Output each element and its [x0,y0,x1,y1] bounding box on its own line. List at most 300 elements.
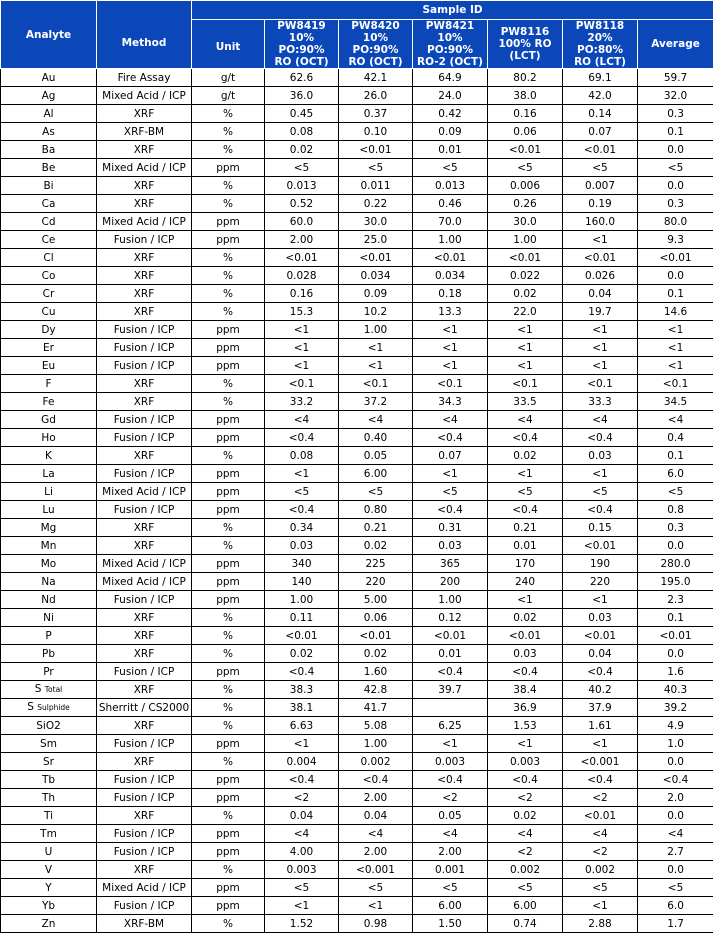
analyte-qualifier: Sulphide [37,703,70,712]
value-cell: 33.2 [265,393,339,411]
value-cell: 0.02 [339,645,413,663]
method-cell: Fusion / ICP [97,843,192,861]
average-cell: 6.0 [638,465,713,483]
analyte-symbol: Er [43,342,54,354]
value-cell: <0.01 [339,249,413,267]
value-cell: 220 [339,573,413,591]
analyte-cell [1,393,97,411]
analyte-cell [1,681,97,699]
value-cell: <0.4 [265,429,339,447]
analyte-cell [1,861,97,879]
value-cell: 0.42 [413,105,488,123]
analyte-cell [1,519,97,537]
average-cell: <1 [638,321,713,339]
unit-cell: ppm [192,663,265,681]
value-cell: 5.00 [339,591,413,609]
table-row [1,339,713,357]
table-row [1,555,713,573]
analyte-cell [1,825,97,843]
unit-cell: % [192,681,265,699]
average-cell: 0.1 [638,285,713,303]
average-cell: 2.7 [638,843,713,861]
value-cell: 0.013 [413,177,488,195]
analyte-cell [1,609,97,627]
method-cell: XRF [97,753,192,771]
value-cell: 2.00 [339,843,413,861]
sample-blend: 100% RO [488,38,562,50]
unit-cell: % [192,105,265,123]
value-cell: 0.07 [413,447,488,465]
value-cell: 0.08 [265,447,339,465]
value-cell: 0.002 [339,753,413,771]
sample-blend: 20% PO:80% [563,32,637,56]
value-cell: 0.03 [563,609,638,627]
value-cell: <0.4 [563,663,638,681]
header-analyte: Analyte [1,1,97,69]
unit-cell: % [192,141,265,159]
value-cell: <0.01 [563,141,638,159]
unit-cell: % [192,915,265,933]
table-row [1,771,713,789]
value-cell: <0.4 [265,663,339,681]
analyte-symbol: Lu [42,504,54,516]
value-cell: <1 [488,339,563,357]
value-cell: 0.004 [265,753,339,771]
value-cell: 0.31 [413,519,488,537]
table-row [1,609,713,627]
value-cell: <1 [339,897,413,915]
value-cell: 2.00 [265,231,339,249]
analyte-symbol: Pb [42,648,55,660]
value-cell: 0.03 [488,645,563,663]
table-row [1,285,713,303]
average-cell: 0.0 [638,537,713,555]
value-cell: <1 [265,321,339,339]
unit-cell: % [192,393,265,411]
sample-blend: 10% PO:90% [265,32,338,56]
method-cell: XRF [97,537,192,555]
value-cell: <1 [339,339,413,357]
analyte-cell [1,879,97,897]
analyte-symbol: Tb [42,774,55,786]
analyte-symbol: Mn [41,540,57,552]
unit-cell: % [192,609,265,627]
method-cell: XRF [97,681,192,699]
method-cell: Fusion / ICP [97,429,192,447]
analyte-symbol: V [45,864,52,876]
value-cell: 0.26 [488,195,563,213]
value-cell: 0.06 [339,609,413,627]
value-cell: <1 [265,357,339,375]
value-cell: <4 [488,825,563,843]
value-cell: 0.026 [563,267,638,285]
value-cell: 170 [488,555,563,573]
table-row [1,213,713,231]
method-cell: Fusion / ICP [97,357,192,375]
method-cell: Mixed Acid / ICP [97,483,192,501]
header-sample-2 [413,20,488,69]
value-cell: <1 [563,231,638,249]
analyte-cell [1,573,97,591]
value-cell: <0.1 [413,375,488,393]
average-cell: 6.0 [638,897,713,915]
value-cell: <4 [265,825,339,843]
value-cell: <0.1 [339,375,413,393]
method-cell: Fusion / ICP [97,321,192,339]
table-row [1,303,713,321]
value-cell: 39.7 [413,681,488,699]
method-cell: XRF-BM [97,123,192,141]
analyte-cell [1,465,97,483]
table-row [1,105,713,123]
analyte-qualifier: Total [45,685,63,694]
value-cell: 0.04 [563,285,638,303]
average-cell: 2.3 [638,591,713,609]
average-cell: 0.8 [638,501,713,519]
analyte-symbol: Li [44,486,53,498]
analyte-cell [1,789,97,807]
value-cell: <5 [339,483,413,501]
table-header [1,1,713,69]
method-cell: XRF [97,195,192,213]
value-cell: 0.05 [413,807,488,825]
unit-cell: ppm [192,735,265,753]
value-cell: 30.0 [339,213,413,231]
analyte-symbol: Th [42,792,55,804]
analyte-symbol: Au [42,72,56,84]
value-cell: 140 [265,573,339,591]
method-cell: XRF [97,375,192,393]
value-cell: 0.09 [413,123,488,141]
value-cell: <0.01 [339,627,413,645]
value-cell: 200 [413,573,488,591]
method-cell: XRF [97,645,192,663]
analyte-symbol: Ti [44,810,53,822]
table-row [1,141,713,159]
method-cell: Fusion / ICP [97,231,192,249]
value-cell: 0.98 [339,915,413,933]
header-unit: Unit [192,20,265,69]
value-cell: 1.52 [265,915,339,933]
analyte-symbol: Cr [43,288,55,300]
value-cell: 13.3 [413,303,488,321]
method-cell: XRF [97,717,192,735]
value-cell: 40.2 [563,681,638,699]
unit-cell: % [192,303,265,321]
value-cell: 0.028 [265,267,339,285]
value-cell: 80.2 [488,69,563,87]
value-cell: 1.50 [413,915,488,933]
value-cell: <5 [413,879,488,897]
value-cell: 0.002 [488,861,563,879]
method-cell: XRF [97,519,192,537]
analyte-symbol: Ba [42,144,56,156]
analyte-cell [1,321,97,339]
table-row [1,447,713,465]
analyte-cell [1,375,97,393]
value-cell: <1 [339,357,413,375]
value-cell: 0.002 [563,861,638,879]
value-cell [413,699,488,717]
analyte-symbol: Yb [42,900,55,912]
sample-id: PW8118 [563,20,637,32]
value-cell: 33.3 [563,393,638,411]
analyte-cell [1,843,97,861]
method-cell: XRF [97,807,192,825]
average-cell: 0.4 [638,429,713,447]
value-cell: 36.9 [488,699,563,717]
analyte-cell [1,735,97,753]
table-row [1,879,713,897]
method-cell: Fire Assay [97,69,192,87]
value-cell: 0.03 [413,537,488,555]
analyte-symbol: Sm [40,738,57,750]
value-cell: 6.00 [413,897,488,915]
value-cell: 1.00 [413,591,488,609]
method-cell: Mixed Acid / ICP [97,213,192,231]
method-cell: XRF [97,609,192,627]
value-cell: <0.01 [265,249,339,267]
value-cell: <1 [413,321,488,339]
analyte-symbol: Sr [43,756,54,768]
table-row [1,231,713,249]
value-cell: 42.0 [563,87,638,105]
value-cell: 0.19 [563,195,638,213]
average-cell: 0.0 [638,267,713,285]
sample-type: RO (OCT) [339,56,412,68]
method-cell: XRF [97,303,192,321]
value-cell: <4 [563,411,638,429]
table-row [1,321,713,339]
value-cell: 38.0 [488,87,563,105]
analyte-symbol: Bi [43,180,53,192]
value-cell: 0.011 [339,177,413,195]
analyte-symbol: Mg [41,522,57,534]
unit-cell: g/t [192,69,265,87]
table-row [1,897,713,915]
average-cell: <0.4 [638,771,713,789]
value-cell: 34.3 [413,393,488,411]
value-cell: 160.0 [563,213,638,231]
value-cell: 0.034 [413,267,488,285]
value-cell: <0.01 [563,627,638,645]
table-row [1,393,713,411]
value-cell: <5 [265,483,339,501]
value-cell: <1 [265,897,339,915]
unit-cell: % [192,123,265,141]
value-cell: 1.53 [488,717,563,735]
analyte-cell [1,447,97,465]
value-cell: 0.03 [563,447,638,465]
average-cell: 9.3 [638,231,713,249]
value-cell: <1 [563,357,638,375]
analyte-cell [1,699,97,717]
sample-id: PW8420 [339,20,412,32]
value-cell: 6.25 [413,717,488,735]
value-cell: 2.88 [563,915,638,933]
value-cell: 0.02 [265,141,339,159]
analyte-symbol: S [35,683,42,695]
analyte-symbol: Pr [43,666,53,678]
value-cell: 37.2 [339,393,413,411]
unit-cell: ppm [192,897,265,915]
value-cell: <2 [563,789,638,807]
average-cell: 39.2 [638,699,713,717]
method-cell: Fusion / ICP [97,735,192,753]
method-cell: XRF [97,105,192,123]
value-cell: 0.003 [488,753,563,771]
value-cell: <4 [413,825,488,843]
unit-cell: ppm [192,483,265,501]
value-cell: <4 [339,411,413,429]
header-sample-id: Sample ID [192,1,713,20]
value-cell: <0.01 [265,627,339,645]
value-cell: <1 [563,321,638,339]
average-cell: <4 [638,411,713,429]
value-cell: <0.4 [563,771,638,789]
analyte-cell [1,285,97,303]
value-cell: 0.02 [488,447,563,465]
value-cell: 0.16 [488,105,563,123]
value-cell: 0.52 [265,195,339,213]
method-cell: XRF [97,249,192,267]
value-cell: 6.63 [265,717,339,735]
value-cell: 190 [563,555,638,573]
average-cell: <4 [638,825,713,843]
value-cell: 365 [413,555,488,573]
unit-cell: % [192,177,265,195]
value-cell: 225 [339,555,413,573]
method-cell: Mixed Acid / ICP [97,87,192,105]
average-cell: 0.1 [638,609,713,627]
value-cell: <0.4 [488,771,563,789]
sample-id: PW8421 [413,20,487,32]
table-row [1,915,713,933]
value-cell: <0.01 [413,249,488,267]
analyte-symbol: As [42,126,55,138]
method-cell: Fusion / ICP [97,339,192,357]
analyte-symbol: Dy [41,324,55,336]
table-row [1,177,713,195]
unit-cell: ppm [192,213,265,231]
method-cell: Fusion / ICP [97,465,192,483]
analyte-symbol: Al [43,108,53,120]
value-cell: 0.013 [265,177,339,195]
analyte-cell [1,429,97,447]
analyte-symbol: Ho [41,432,55,444]
unit-cell: ppm [192,501,265,519]
analyte-symbol: S [27,701,34,713]
value-cell: 0.01 [488,537,563,555]
value-cell: 41.7 [339,699,413,717]
table-row [1,843,713,861]
unit-cell: ppm [192,789,265,807]
average-cell: <0.01 [638,627,713,645]
table-row [1,537,713,555]
analyte-symbol: K [45,450,52,462]
average-cell: 195.0 [638,573,713,591]
analyte-cell [1,159,97,177]
value-cell: 1.00 [339,735,413,753]
value-cell: 0.45 [265,105,339,123]
analyte-cell [1,249,97,267]
average-cell: <5 [638,159,713,177]
unit-cell: ppm [192,879,265,897]
analyte-cell [1,753,97,771]
value-cell: <5 [488,483,563,501]
table-row [1,825,713,843]
analyte-symbol: P [45,630,51,642]
header-sample-4 [563,20,638,69]
average-cell: 4.9 [638,717,713,735]
value-cell: 0.11 [265,609,339,627]
average-cell: 280.0 [638,555,713,573]
analyte-cell [1,69,97,87]
average-cell: 59.7 [638,69,713,87]
value-cell: <1 [488,321,563,339]
table-row [1,645,713,663]
value-cell: 38.3 [265,681,339,699]
header-method: Method [97,1,192,69]
header-sample-0 [265,20,339,69]
value-cell: <0.1 [265,375,339,393]
value-cell: 0.10 [339,123,413,141]
table-row [1,519,713,537]
analyte-cell [1,195,97,213]
analyte-cell [1,357,97,375]
value-cell: 340 [265,555,339,573]
unit-cell: % [192,717,265,735]
value-cell: <1 [488,591,563,609]
analyte-cell [1,771,97,789]
method-cell: XRF [97,141,192,159]
average-cell: <0.01 [638,249,713,267]
unit-cell: % [192,375,265,393]
method-cell: Fusion / ICP [97,825,192,843]
analyte-symbol: Gd [41,414,56,426]
value-cell: <1 [488,465,563,483]
analyte-symbol: U [45,846,53,858]
value-cell: 0.06 [488,123,563,141]
value-cell: 60.0 [265,213,339,231]
method-cell: XRF [97,285,192,303]
value-cell: <1 [563,339,638,357]
value-cell: <5 [488,879,563,897]
value-cell: 1.00 [265,591,339,609]
value-cell: <0.4 [265,501,339,519]
method-cell: Fusion / ICP [97,897,192,915]
value-cell: <4 [265,411,339,429]
value-cell: <0.4 [563,429,638,447]
value-cell: 15.3 [265,303,339,321]
value-cell: 0.02 [488,609,563,627]
value-cell: 38.1 [265,699,339,717]
value-cell: 0.74 [488,915,563,933]
analyte-cell [1,663,97,681]
unit-cell: ppm [192,411,265,429]
table-row [1,681,713,699]
unit-cell: ppm [192,339,265,357]
value-cell: 64.9 [413,69,488,87]
value-cell: 0.034 [339,267,413,285]
value-cell: 0.022 [488,267,563,285]
value-cell: 220 [563,573,638,591]
unit-cell: % [192,753,265,771]
value-cell: 25.0 [339,231,413,249]
unit-cell: % [192,861,265,879]
analyte-cell [1,141,97,159]
analyte-symbol: Be [42,162,56,174]
